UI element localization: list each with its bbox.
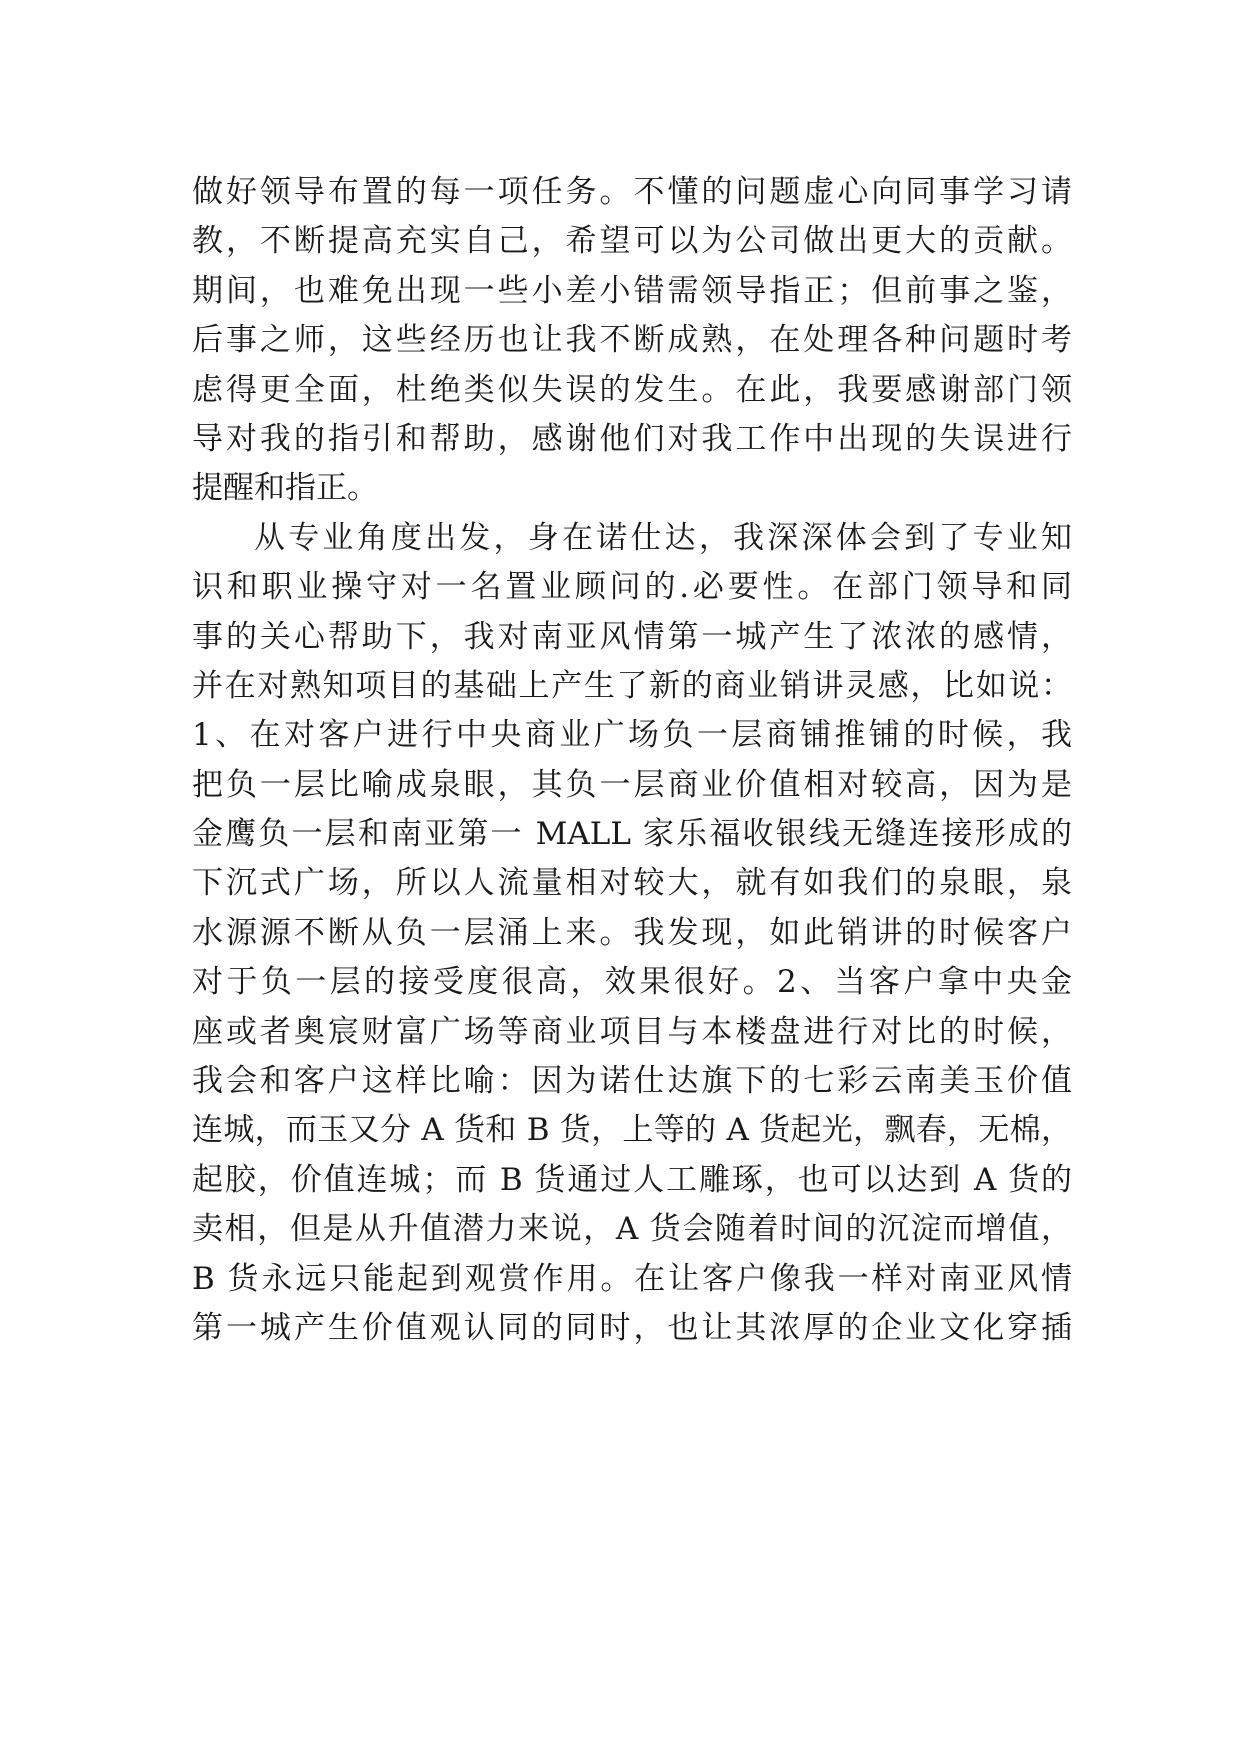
text-line: 从专业角度出发，身在诺仕达，我深深体会到了专业知 [254,519,1072,556]
text-line: B 货永远只能起到观赏作用。在让客户像我一样对南亚风情 [192,1260,1072,1297]
text-line: 对于负一层的接受度很高，效果很好。2、当客户拿中央金 [192,964,1072,1001]
text-line: 教，不断提高充实自己，希望可以为公司做出更大的贡献。 [192,223,1072,260]
body-text [192,168,1072,1353]
text-line: 起胶，价值连城；而 B 货通过人工雕琢，也可以达到 A 货的 [192,1161,1072,1198]
text-line: 金鹰负一层和南亚第一 MALL 家乐福收银线无缝连接形成的 [192,816,1072,853]
text-line: 提醒和指正。 [192,470,378,507]
text-line: 1、在对客户进行中央商业广场负一层商铺推铺的时候，我 [192,717,1072,754]
text-line: 导对我的指引和帮助，感谢他们对我工作中出现的失误进行 [192,420,1072,457]
text-line: 水源源不断从负一层涌上来。我发现，如此销讲的时候客户 [192,914,1072,951]
text-line: 事的关心帮助下，我对南亚风情第一城产生了浓浓的感情， [192,618,1072,655]
text-line: 虑得更全面，杜绝类似失误的发生。在此，我要感谢部门领 [192,371,1072,408]
text-line: 下沉式广场，所以人流量相对较大，就有如我们的泉眼，泉 [192,865,1072,902]
text-line: 期间，也难免出现一些小差小错需领导指正；但前事之鉴， [192,272,1072,309]
text-line: 连城，而玉又分 A 货和 B 货，上等的 A 货起光，飘春，无棉， [192,1112,1072,1149]
text-line: 识和职业操守对一名置业顾问的.必要性。在部门领导和同 [192,569,1072,606]
text-line: 把负一层比喻成泉眼，其负一层商业价值相对较高，因为是 [192,766,1072,803]
text-line: 卖相，但是从升值潜力来说，A 货会随着时间的沉淀而增值， [192,1211,1072,1248]
text-line: 后事之师，这些经历也让我不断成熟，在处理各种问题时考 [192,322,1072,359]
text-line: 第一城产生价值观认同的同时，也让其浓厚的企业文化穿插 [192,1309,1072,1346]
text-line: 并在对熟知项目的基础上产生了新的商业销讲灵感，比如说： [192,667,1072,704]
text-line: 座或者奥宸财富广场等商业项目与本楼盘进行对比的时候， [192,1013,1072,1050]
text-line: 我会和客户这样比喻：因为诺仕达旗下的七彩云南美玉价值 [192,1063,1072,1100]
text-line: 做好领导布置的每一项任务。不懂的问题虚心向同事学习请 [192,174,1072,210]
